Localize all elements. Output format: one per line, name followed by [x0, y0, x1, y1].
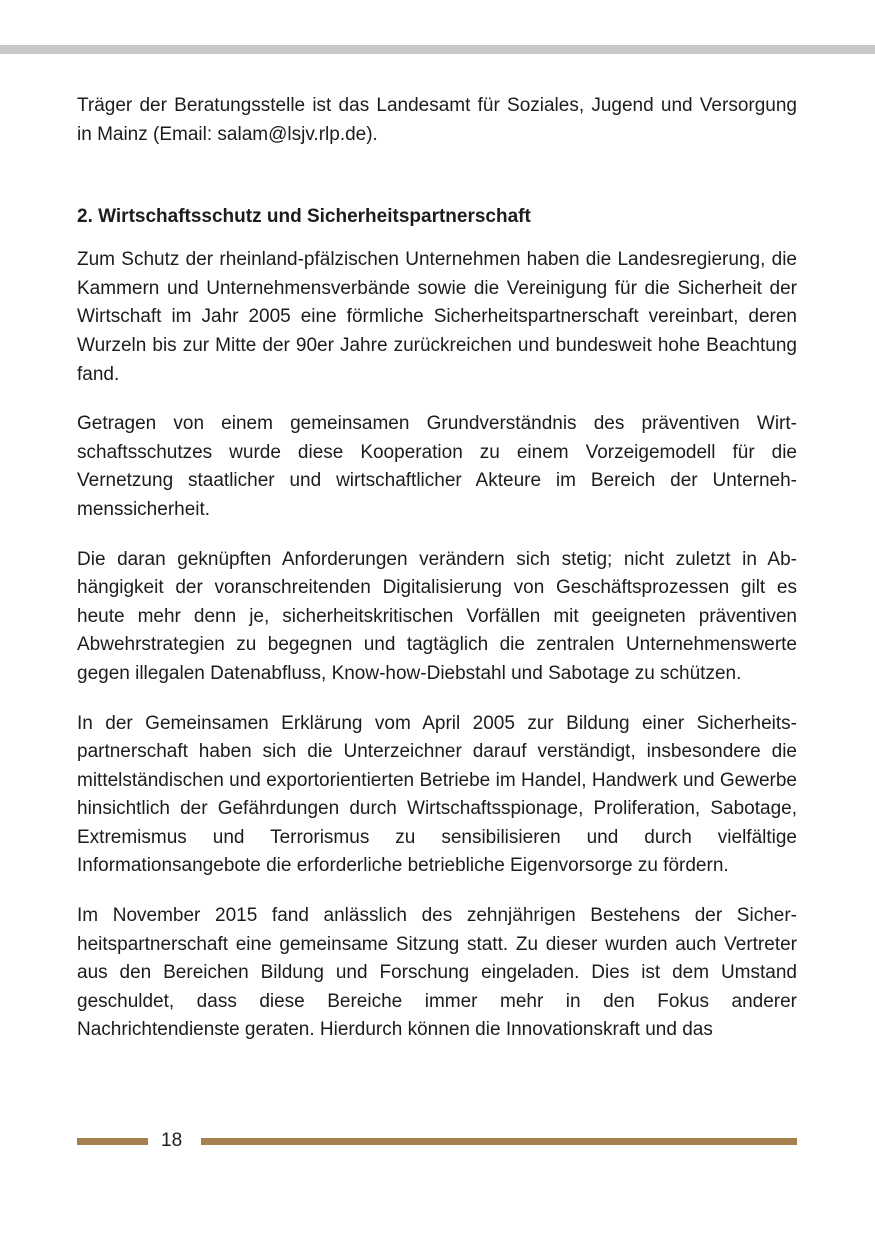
header-rule	[0, 45, 875, 54]
body-paragraph-4: In der Gemeinsamen Erklärung vom April 2005 zur Bildung einer Sicherheitspartnerschaft haben sich die Unterzeichner darauf verständigt, insbesondere die mittelständischen und exportorientierten Betriebe im Handel, Handwerk und Gewerbe hinsichtlich der Gefährdungen durch Wirtschaftsspionage, Proliferation, Sabotage, Extremismus und Terrorismus zu sensibilisieren und durch vielfältige Informationsangebote die erforderliche betriebliche Eigenvorsorge zu fördern.	[77, 712, 797, 877]
body-paragraph-1: Zum Schutz der rheinland-pfälzischen Unternehmen haben die Landesregierung, die Kammern und Unternehmensverbände sowie die Vereinigung für die Sicherheit der Wirtschaft im Jahr 2005 eine förmliche Sicherheitspartnerschaft vereinbart, deren Wurzeln bis zur Mitte der 90er Jahre zurückreichen und bundesweit hohe Beachtung fand.	[77, 249, 797, 385]
intro-paragraph: Träger der Beratungsstelle ist das Landesamt für Soziales, Jugend und Versorgung in Mainz (Email: salam@lsjv.rlp.de).	[77, 95, 797, 145]
footer-accent-bar-right	[201, 1138, 797, 1145]
section-heading: 2. Wirtschaftsschutz und Sicherheitspartnerschaft	[77, 206, 531, 228]
page-body	[77, 92, 797, 1045]
body-paragraph-2: Getragen von einem gemeinsamen Grundverständnis des präventiven Wirtschaftsschutzes wurde diese Kooperation zu einem Vorzeigemodell für die Vernetzung staatlicher und wirtschaftlicher Akteure im Bereich der Unternehmenssicherheit.	[77, 413, 797, 520]
page-footer	[77, 1127, 797, 1155]
footer-accent-bar-left	[77, 1138, 148, 1145]
body-paragraph-3: Die daran geknüpften Anforderungen verändern sich stetig; nicht zuletzt in Abhängigkeit der voranschreitenden Digitalisierung von Geschäftsprozessen gilt es heute mehr denn je, sicherheitskritischen Vorfällen mit geeigneten präventiven Abwehrstrategien zu begegnen und tagtäglich die zentralen Unternehmenswerte gegen illegalen Datenabfluss, Know-how-Diebstahl und Sabotage zu schützen.	[77, 548, 797, 684]
body-paragraph-5: Im November 2015 fand anlässlich des zehnjährigen Bestehens der Sicherheitspartnerschaft eine gemeinsame Sitzung statt. Zu dieser wurden auch Vertreter aus den Bereichen Bildung und Forschung eingeladen. Dies ist dem Umstand geschuldet, dass diese Bereiche immer mehr in den Fokus anderer Nachrichtendienste geraten. Hierdurch können die Innovationskraft und das	[77, 905, 797, 1041]
page-number: 18	[161, 1130, 183, 1151]
